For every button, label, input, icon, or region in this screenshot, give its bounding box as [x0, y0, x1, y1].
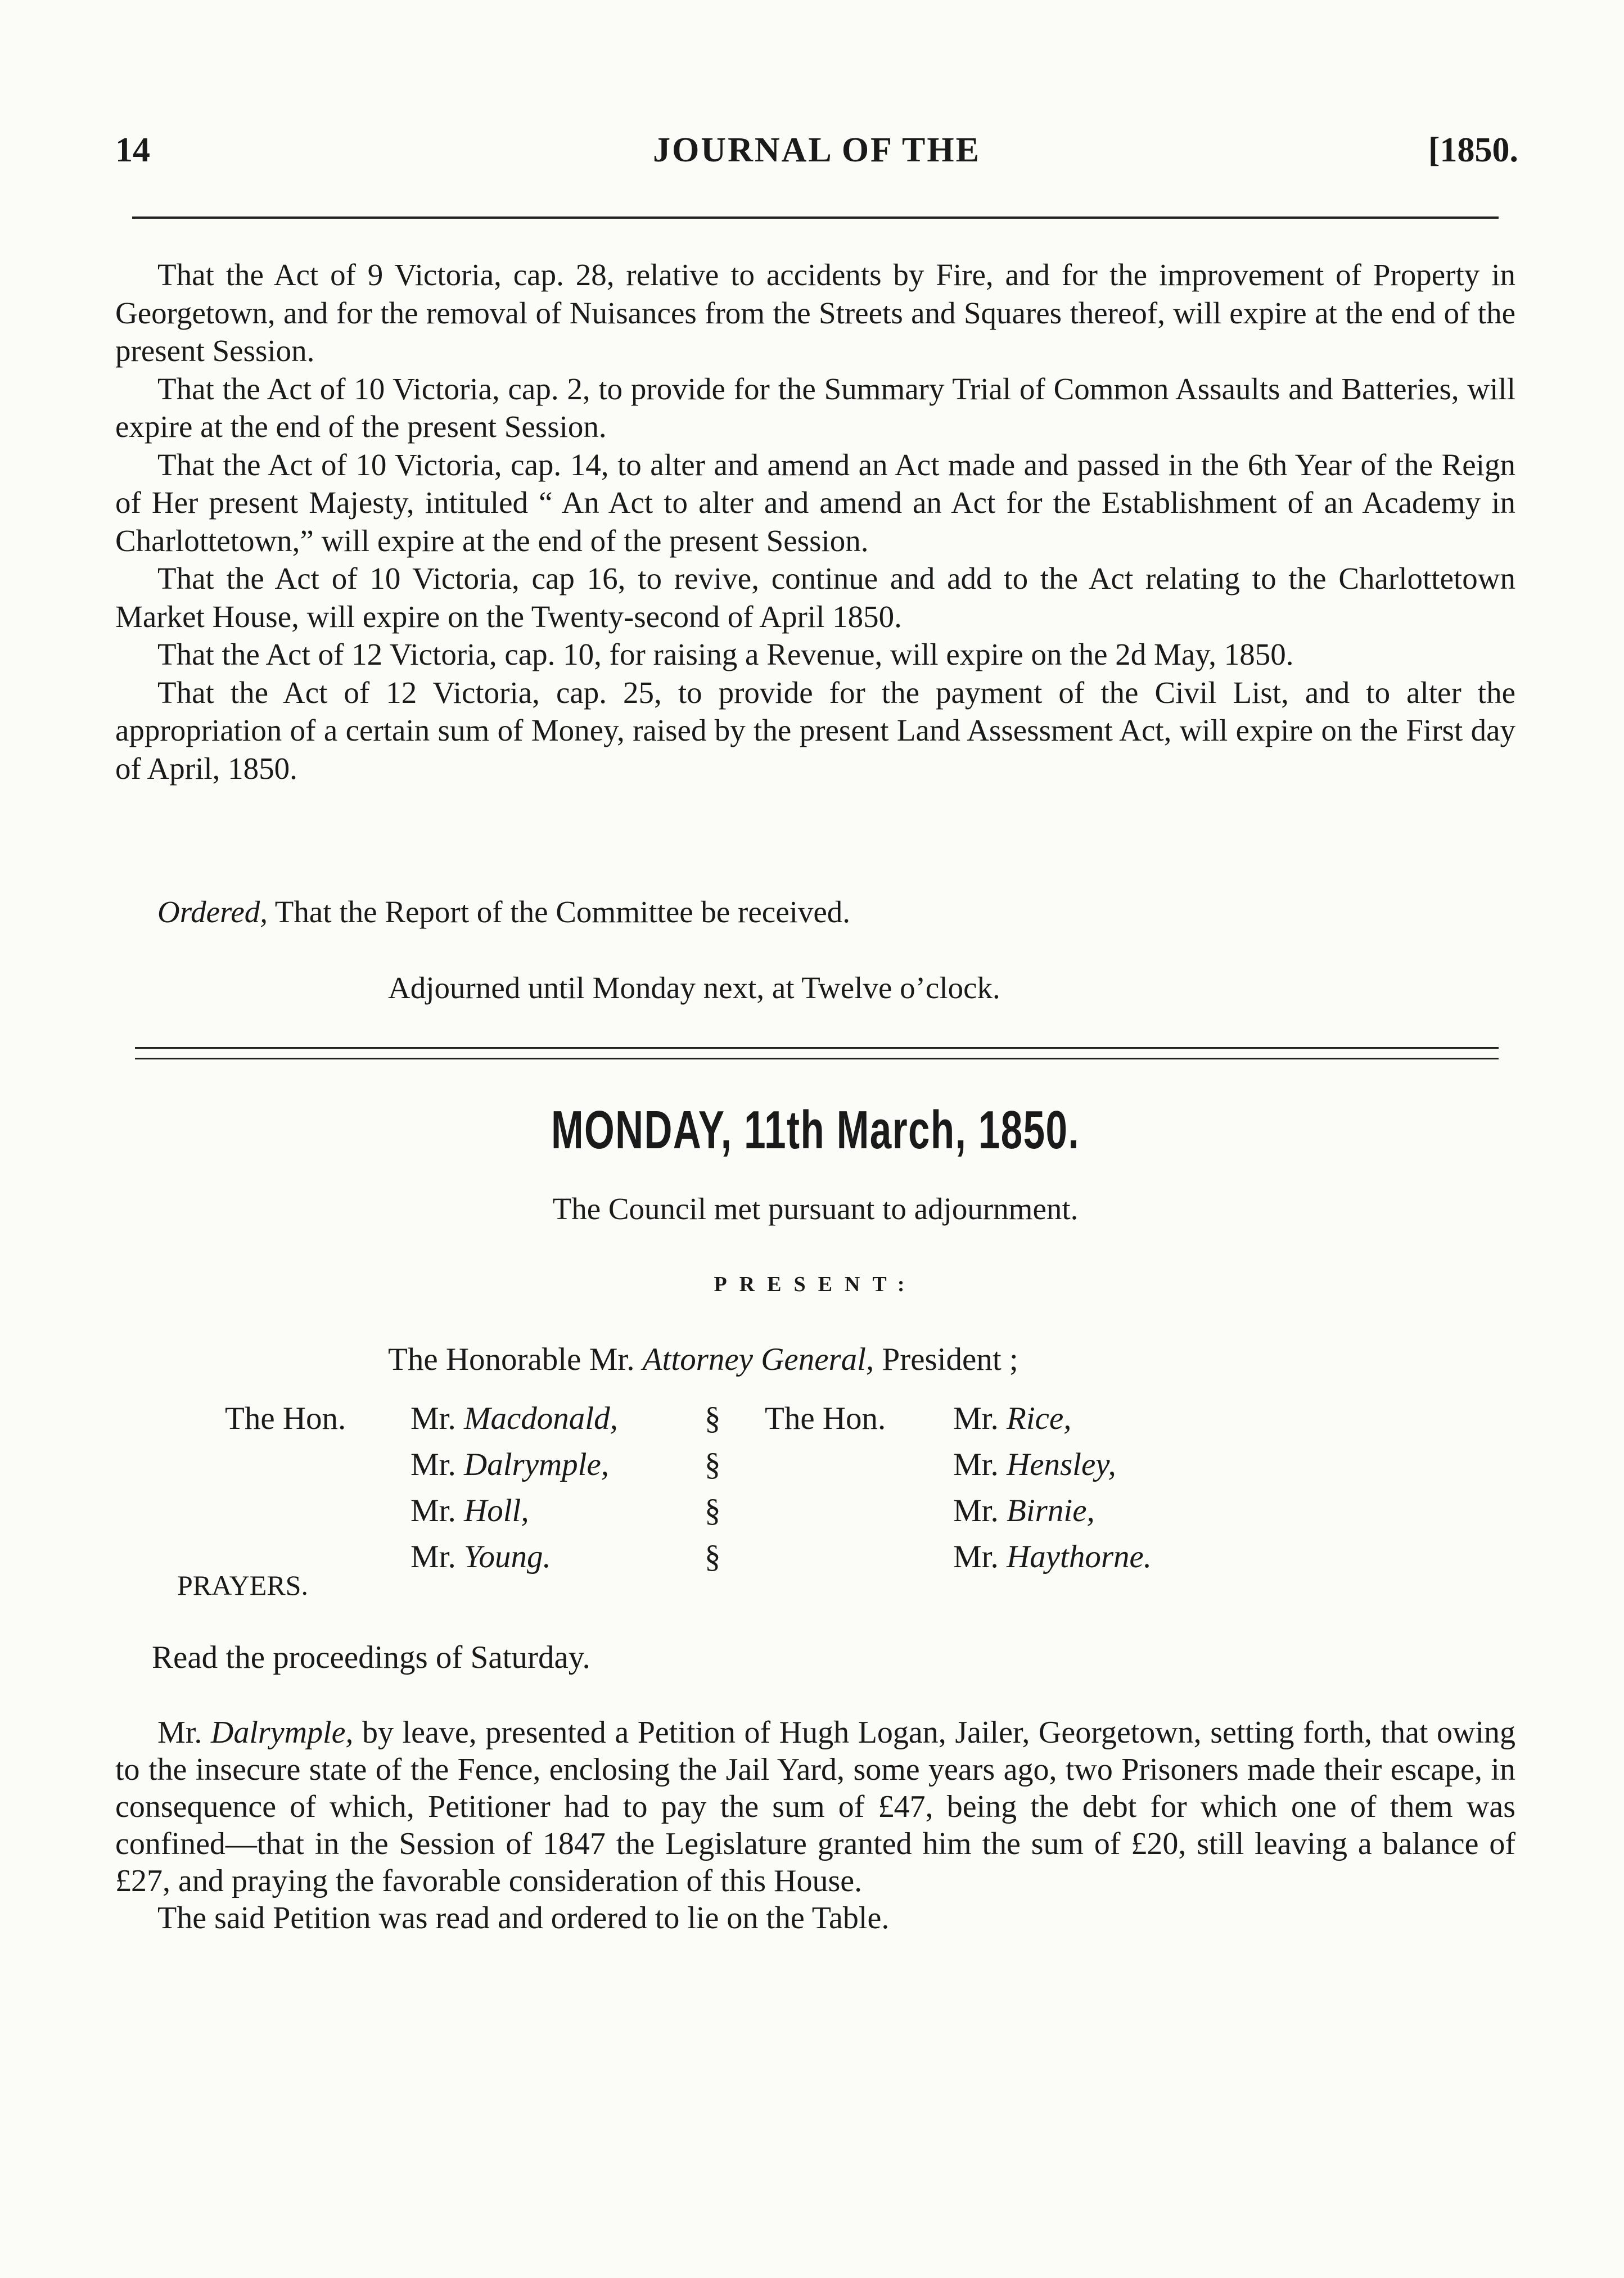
present-label: PRESENT:	[714, 1273, 917, 1296]
petition-outcome: The said Petition was read and ordered to lie on the Table.	[157, 1901, 890, 1936]
section-separator: §	[705, 1447, 721, 1482]
member-right-1: Mr. Rice,	[953, 1401, 1072, 1436]
ordered-label: Ordered,	[157, 895, 268, 929]
left-hon-prefix: The Hon.	[225, 1401, 346, 1436]
day-heading: MONDAY, 11th March, 1850.	[551, 1100, 1080, 1160]
president-prefix: The Honorable Mr.	[388, 1342, 635, 1377]
section-separator: §	[705, 1401, 721, 1436]
section-separator: §	[705, 1493, 721, 1528]
expiring-acts-report	[115, 256, 1515, 787]
header-rule	[132, 216, 1499, 219]
petition-text: by leave, presented a Petition of Hugh Logan, Jailer, Georgetown, setting forth, that owing to the insecure state of the Fence, enclosing the Jail Yard, some years ago, two Prisoners made their escape, in consequence of which, Petitioner had to pay the sum of £47, being the debt for which one of them was confined—that in the Session of 1847 the Legislature granted him the sum of £20, still leaving a balance of £27, and praying the favorable consideration of this House.	[115, 1715, 1516, 1898]
section-separator: §	[705, 1539, 721, 1575]
petition-mr: Mr.	[157, 1715, 202, 1750]
ordered-line	[157, 894, 850, 930]
act-paragraph: That the Act of 12 Victoria, cap. 10, for raising a Revenue, will expire on the 2d May, 1850.	[157, 637, 1294, 671]
petition-member: Dalrymple,	[210, 1715, 354, 1750]
petition-paragraph	[115, 1714, 1515, 1937]
page-number: 14	[115, 131, 150, 169]
act-paragraph: That the Act of 10 Victoria, cap 16, to revive, continue and add to the Act relating to the Charlottetown Market House, will expire on the Twenty-second of April 1850.	[115, 561, 1515, 634]
running-title: JOURNAL OF THE	[653, 131, 981, 169]
act-paragraph: That the Act of 10 Victoria, cap. 2, to provide for the Summary Trial of Common Assaults and Batteries, will expire at the end of the present Session.	[115, 371, 1515, 444]
member-right-3: Mr. Birnie,	[953, 1493, 1095, 1528]
member-left-3: Mr. Holl,	[410, 1493, 529, 1528]
member-left-2: Mr. Dalrymple,	[410, 1447, 610, 1482]
member-right-2: Mr. Hensley,	[953, 1447, 1116, 1482]
running-year: [1850.	[1428, 131, 1518, 169]
president-suffix: President ;	[882, 1342, 1018, 1377]
adjourned-line: Adjourned until Monday next, at Twelve o’clock.	[388, 971, 1000, 1005]
president-name: Attorney General,	[642, 1342, 874, 1377]
act-paragraph: That the Act of 10 Victoria, cap. 14, to alter and amend an Act made and passed in the 6th Year of the Reign of Her present Majesty, intituled “ An Act to alter and amend an Act for the Establishment of an Academy in Charlottetown,” will expire at the end of the present Session.	[115, 447, 1515, 558]
page-header	[115, 130, 1518, 175]
member-right-4: Mr. Haythorne.	[953, 1539, 1152, 1575]
prayers-line: PRAYERS.	[177, 1569, 308, 1601]
read-proceedings-line: Read the proceedings of Saturday.	[152, 1640, 590, 1675]
president-line	[388, 1341, 1018, 1378]
act-paragraph: That the Act of 12 Victoria, cap. 25, to provide for the payment of the Civil List, and to alter the appropriation of a certain sum of Money, raised by the present Land Assessment Act, will expire on the First day of April, 1850.	[115, 675, 1515, 786]
member-left-1: Mr. Macdonald,	[410, 1401, 618, 1436]
right-hon-prefix: The Hon.	[765, 1401, 886, 1436]
section-divider	[135, 1047, 1499, 1059]
ordered-text: That the Report of the Committee be received.	[274, 895, 851, 929]
member-left-4: Mr. Young.	[410, 1539, 551, 1575]
council-met-line: The Council met pursuant to adjournment.	[552, 1192, 1079, 1226]
act-paragraph: That the Act of 9 Victoria, cap. 28, relative to accidents by Fire, and for the improvement of Property in Georgetown, and for the removal of Nuisances from the Streets and Squares thereof, will expire at the end of the present Session.	[115, 258, 1515, 368]
